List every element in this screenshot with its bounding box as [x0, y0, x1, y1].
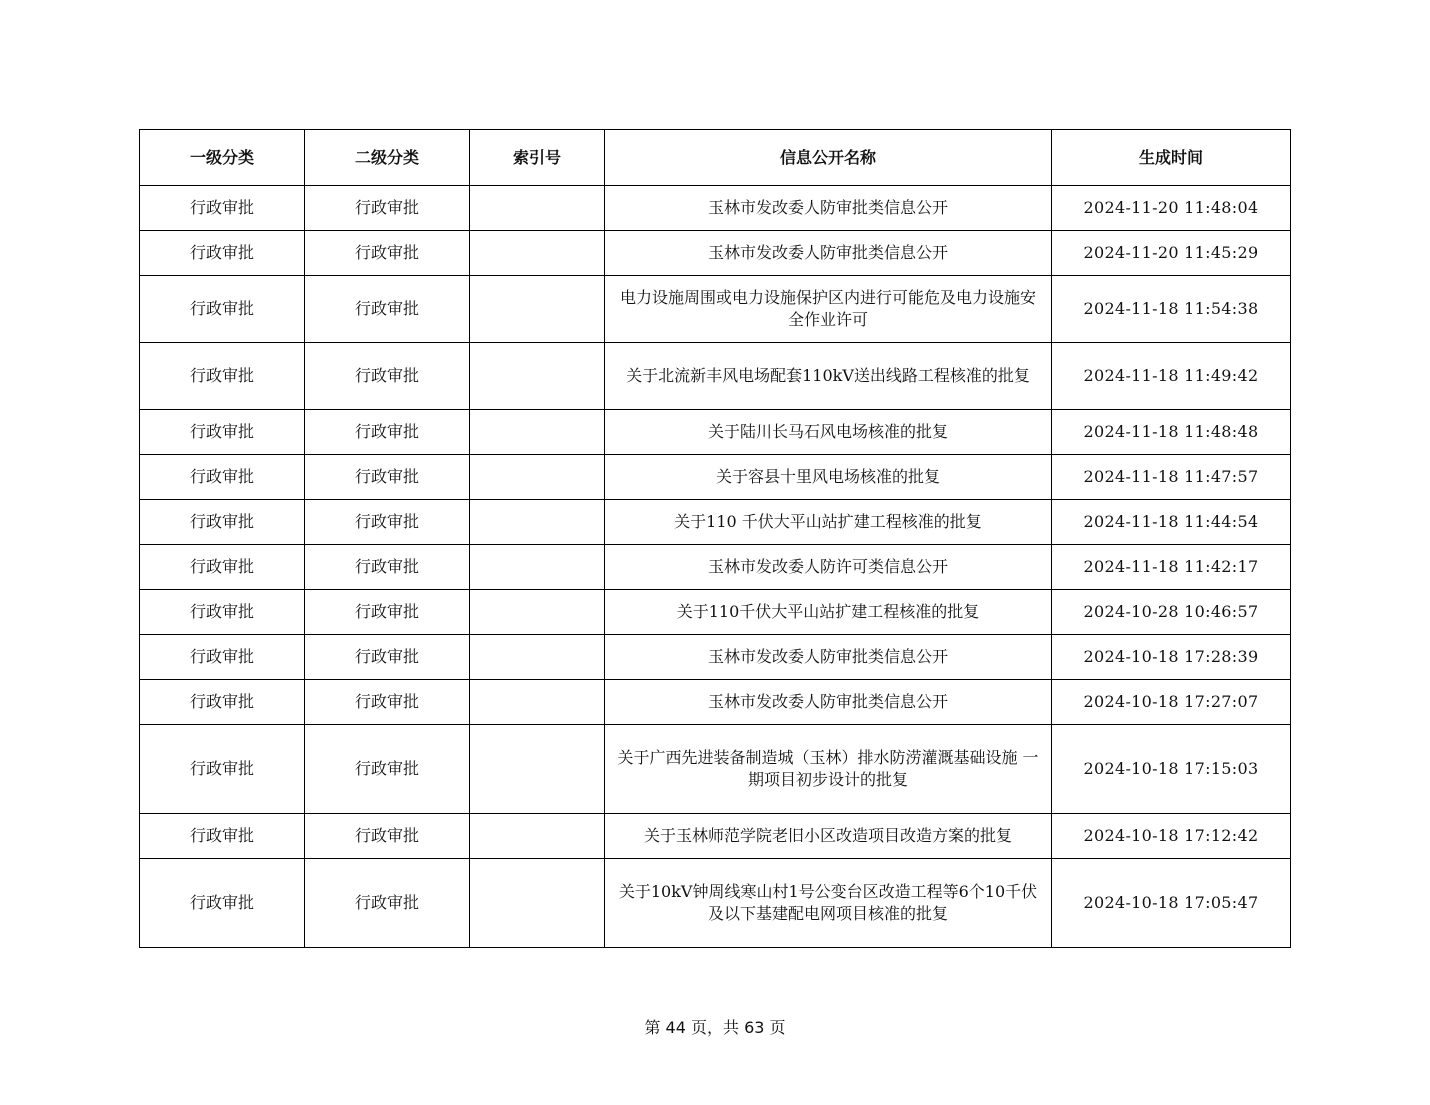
cell-cat1: 行政审批: [140, 410, 305, 455]
cell-cat1: 行政审批: [140, 186, 305, 231]
cell-time: 2024-10-18 17:05:47: [1052, 859, 1291, 948]
table-row: [140, 635, 1291, 680]
cell-cat1: 行政审批: [140, 231, 305, 276]
cell-cat2: 行政审批: [305, 276, 470, 343]
cell-cat1: 行政审批: [140, 276, 305, 343]
cell-cat2: 行政审批: [305, 859, 470, 948]
cell-name: 玉林市发改委人防审批类信息公开: [605, 635, 1052, 680]
cell-cat2: 行政审批: [305, 814, 470, 859]
header-cat1: 一级分类: [140, 130, 305, 186]
table-row: [140, 545, 1291, 590]
header-time: 生成时间: [1052, 130, 1291, 186]
info-disclosure-table: [139, 129, 1291, 948]
cell-time: 2024-11-18 11:47:57: [1052, 455, 1291, 500]
cell-cat1: 行政审批: [140, 725, 305, 814]
cell-time: 2024-10-18 17:27:07: [1052, 680, 1291, 725]
cell-name: 玉林市发改委人防审批类信息公开: [605, 186, 1052, 231]
cell-time: 2024-11-20 11:45:29: [1052, 231, 1291, 276]
cell-time: 2024-10-18 17:12:42: [1052, 814, 1291, 859]
cell-index: [470, 343, 605, 410]
table-row: [140, 680, 1291, 725]
cell-cat1: 行政审批: [140, 635, 305, 680]
cell-time: 2024-11-18 11:54:38: [1052, 276, 1291, 343]
cell-index: [470, 276, 605, 343]
cell-index: [470, 186, 605, 231]
table-row: [140, 590, 1291, 635]
cell-name: 电力设施周围或电力设施保护区内进行可能危及电力设施安全作业许可: [605, 276, 1052, 343]
cell-index: [470, 859, 605, 948]
cell-name: 关于10kV钟周线寒山村1号公变台区改造工程等6个10千伏及以下基建配电网项目核准的批复: [605, 859, 1052, 948]
table-header-row: [140, 130, 1291, 186]
cell-index: [470, 500, 605, 545]
cell-cat2: 行政审批: [305, 545, 470, 590]
cell-index: [470, 680, 605, 725]
page-footer: [0, 1015, 1430, 1038]
cell-time: 2024-10-28 10:46:57: [1052, 590, 1291, 635]
cell-name: 关于玉林师范学院老旧小区改造项目改造方案的批复: [605, 814, 1052, 859]
cell-cat1: 行政审批: [140, 680, 305, 725]
table-row: [140, 500, 1291, 545]
cell-name: 关于110 千伏大平山站扩建工程核准的批复: [605, 500, 1052, 545]
cell-time: 2024-11-18 11:44:54: [1052, 500, 1291, 545]
cell-cat2: 行政审批: [305, 231, 470, 276]
cell-time: 2024-10-18 17:28:39: [1052, 635, 1291, 680]
footer-suffix: 页: [764, 1018, 786, 1037]
table-row: [140, 276, 1291, 343]
cell-cat2: 行政审批: [305, 343, 470, 410]
cell-cat1: 行政审批: [140, 455, 305, 500]
footer-prefix: 第: [644, 1018, 666, 1037]
table-row: [140, 231, 1291, 276]
cell-cat1: 行政审批: [140, 545, 305, 590]
cell-time: 2024-10-18 17:15:03: [1052, 725, 1291, 814]
header-index: 索引号: [470, 130, 605, 186]
cell-name: 关于110千伏大平山站扩建工程核准的批复: [605, 590, 1052, 635]
table-row: [140, 343, 1291, 410]
cell-cat1: 行政审批: [140, 590, 305, 635]
cell-cat2: 行政审批: [305, 500, 470, 545]
cell-name: 玉林市发改委人防审批类信息公开: [605, 231, 1052, 276]
cell-cat1: 行政审批: [140, 814, 305, 859]
header-name: 信息公开名称: [605, 130, 1052, 186]
cell-index: [470, 455, 605, 500]
cell-cat2: 行政审批: [305, 590, 470, 635]
table-row: [140, 186, 1291, 231]
cell-time: 2024-11-18 11:42:17: [1052, 545, 1291, 590]
cell-cat2: 行政审批: [305, 635, 470, 680]
footer-middle: 页，共: [685, 1018, 745, 1037]
cell-index: [470, 410, 605, 455]
table-row: [140, 814, 1291, 859]
cell-name: 关于陆川长马石风电场核准的批复: [605, 410, 1052, 455]
cell-cat1: 行政审批: [140, 343, 305, 410]
cell-cat1: 行政审批: [140, 859, 305, 948]
cell-name: 关于北流新丰风电场配套110kV送出线路工程核准的批复: [605, 343, 1052, 410]
table-row: [140, 410, 1291, 455]
cell-time: 2024-11-18 11:49:42: [1052, 343, 1291, 410]
cell-cat2: 行政审批: [305, 186, 470, 231]
current-page-number: 44: [665, 1018, 686, 1037]
cell-cat2: 行政审批: [305, 410, 470, 455]
cell-index: [470, 590, 605, 635]
cell-index: [470, 725, 605, 814]
cell-index: [470, 814, 605, 859]
cell-time: 2024-11-20 11:48:04: [1052, 186, 1291, 231]
cell-time: 2024-11-18 11:48:48: [1052, 410, 1291, 455]
table-row: [140, 725, 1291, 814]
cell-index: [470, 545, 605, 590]
cell-cat1: 行政审批: [140, 500, 305, 545]
cell-name: 玉林市发改委人防审批类信息公开: [605, 680, 1052, 725]
header-cat2: 二级分类: [305, 130, 470, 186]
cell-name: 关于容县十里风电场核准的批复: [605, 455, 1052, 500]
cell-cat2: 行政审批: [305, 725, 470, 814]
total-page-count: 63: [744, 1018, 765, 1037]
table-row: [140, 455, 1291, 500]
cell-index: [470, 635, 605, 680]
cell-name: 关于广西先进装备制造城（玉林）排水防涝灌溉基础设施 一期项目初步设计的批复: [605, 725, 1052, 814]
cell-cat2: 行政审批: [305, 455, 470, 500]
cell-name: 玉林市发改委人防许可类信息公开: [605, 545, 1052, 590]
cell-index: [470, 231, 605, 276]
cell-cat2: 行政审批: [305, 680, 470, 725]
table-row: [140, 859, 1291, 948]
